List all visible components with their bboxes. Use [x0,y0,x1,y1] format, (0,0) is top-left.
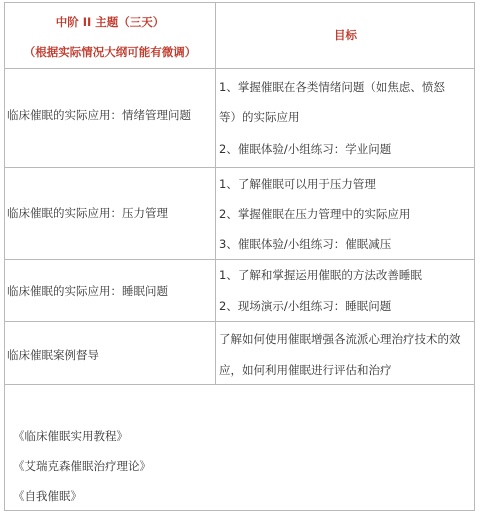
row-divider [5,68,474,69]
course-outline-table [4,2,475,511]
goal-line: 2、掌握催眠在压力管理中的实际应用 [219,207,411,221]
reference-book: 《艾瑞克森催眠治疗理论》 [13,459,151,473]
goal-line: 1、掌握催眠在各类情绪问题（如焦虑、愤怒 [219,80,445,94]
header-goal-title: 目标 [334,28,357,42]
goal-line: 2、现场演示/小组练习：睡眠问题 [219,299,392,313]
row-divider [5,321,474,322]
goal-line: 1、了解催眠可以用于压力管理 [219,177,376,191]
header-topic-note: （根据实际情况大纲可能有微调） [23,45,197,59]
goal-line: 3、催眠体验/小组练习：催眠减压 [219,237,392,251]
row-topic: 临床催眠的实际应用：睡眠问题 [7,284,168,298]
goal-line: 了解如何使用催眠增强各流派心理治疗技术的效 [219,332,461,346]
row-divider [5,259,474,260]
goal-line: 应，如何利用催眠进行评估和治疗 [219,363,392,377]
header-topic-cell [5,3,215,68]
reference-book: 《临床催眠实用教程》 [13,429,128,443]
row-topic: 临床催眠的实际应用：压力管理 [7,206,168,220]
row-topic: 临床催眠的实际应用：情绪管理问题 [7,108,191,122]
goal-line: 等）的实际应用 [219,110,300,124]
reference-book: 《自我催眠》 [13,489,82,503]
goal-line: 1、了解和掌握运用催眠的方法改善睡眠 [219,268,422,282]
row-topic: 临床催眠案例督导 [7,348,99,362]
row-divider [5,384,474,385]
row-divider [5,167,474,168]
header-topic-title: 中阶 II 主题（三天） [55,15,165,29]
goal-line: 2、催眠体验/小组练习：学业问题 [219,142,392,156]
